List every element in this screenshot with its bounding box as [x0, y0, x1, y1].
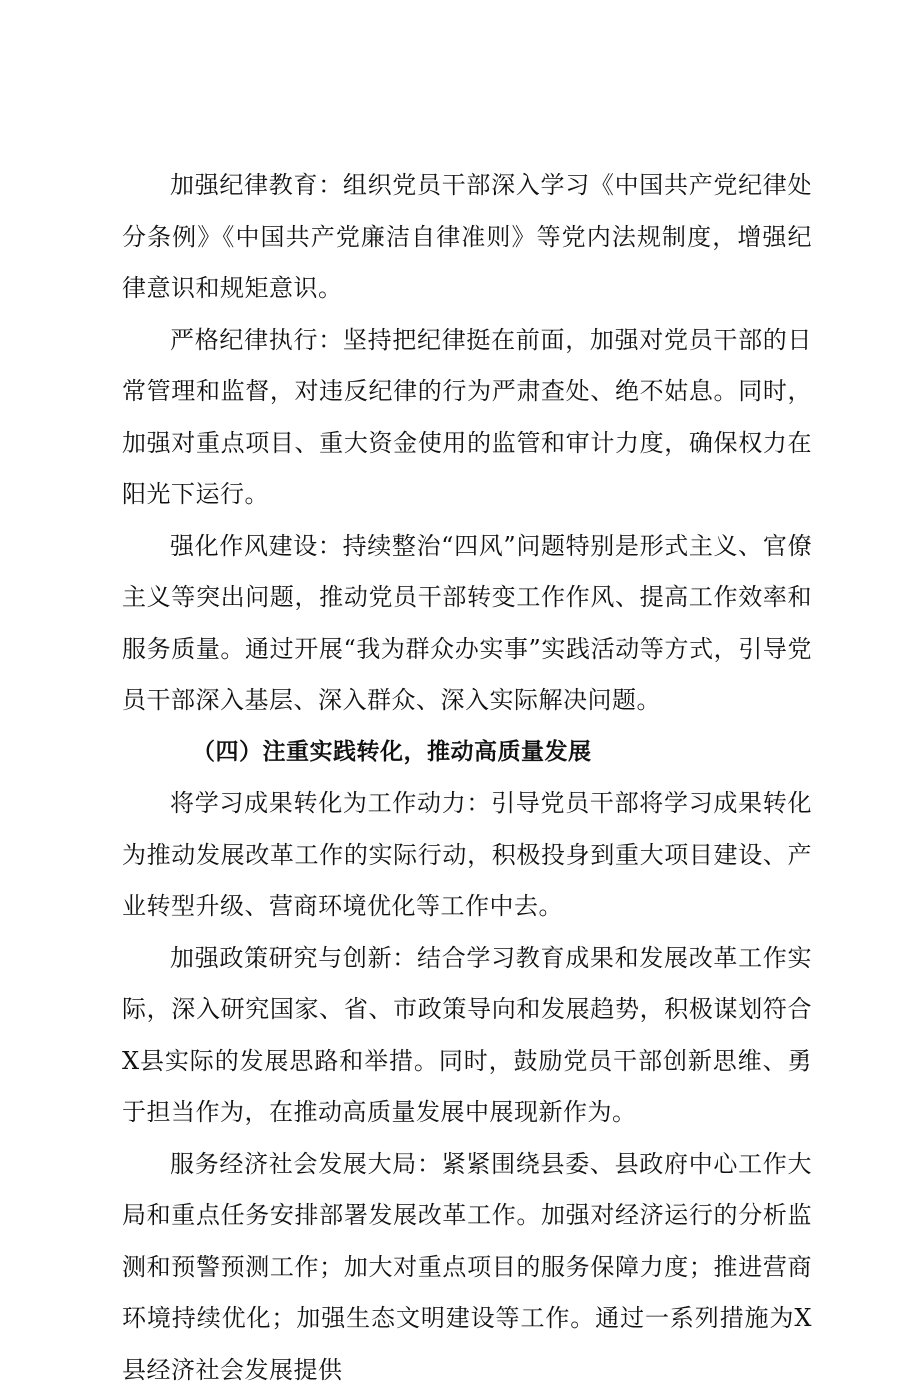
section-heading: （四）注重实践转化，推动高质量发展: [122, 727, 812, 779]
paragraph-serve-development: 服务经济社会发展大局：紧紧围绕县委、县政府中心工作大局和重点任务安排部署发展改革工作。加强对经济运行的分析监测和预警预测工作；加大对重点项目的服务保障力度；推进营商环境持续优化；加强生态文明建设等工作。通过一系列措施为X县经济社会发展提供: [122, 1139, 812, 1396]
paragraph-discipline-education: 加强纪律教育：组织党员干部深入学习《中国共产党纪律处分条例》《中国共产党廉洁自律准则》等党内法规制度，增强纪律意识和规矩意识。: [122, 160, 812, 315]
paragraph-discipline-enforcement: 严格纪律执行：坚持把纪律挺在前面，加强对党员干部的日常管理和监督，对违反纪律的行为严肃查处、绝不姑息。同时，加强对重点项目、重大资金使用的监管和审计力度，确保权力在阳光下运行。: [122, 315, 812, 521]
paragraph-policy-research: 加强政策研究与创新：结合学习教育成果和发展改革工作实际，深入研究国家、省、市政策导向和发展趋势，积极谋划符合X县实际的发展思路和举措。同时，鼓励党员干部创新思维、勇于担当作为，在推动高质量发展中展现新作为。: [122, 933, 812, 1139]
document-body: [122, 160, 812, 1396]
paragraph-work-style: 强化作风建设：持续整治“四风”问题特别是形式主义、官僚主义等突出问题，推动党员干部转变工作作风、提高工作效率和服务质量。通过开展“我为群众办实事”实践活动等方式，引导党员干部深入基层、深入群众、深入实际解决问题。: [122, 521, 812, 727]
paragraph-learning-to-action: 将学习成果转化为工作动力：引导党员干部将学习成果转化为推动发展改革工作的实际行动，积极投身到重大项目建设、产业转型升级、营商环境优化等工作中去。: [122, 778, 812, 933]
